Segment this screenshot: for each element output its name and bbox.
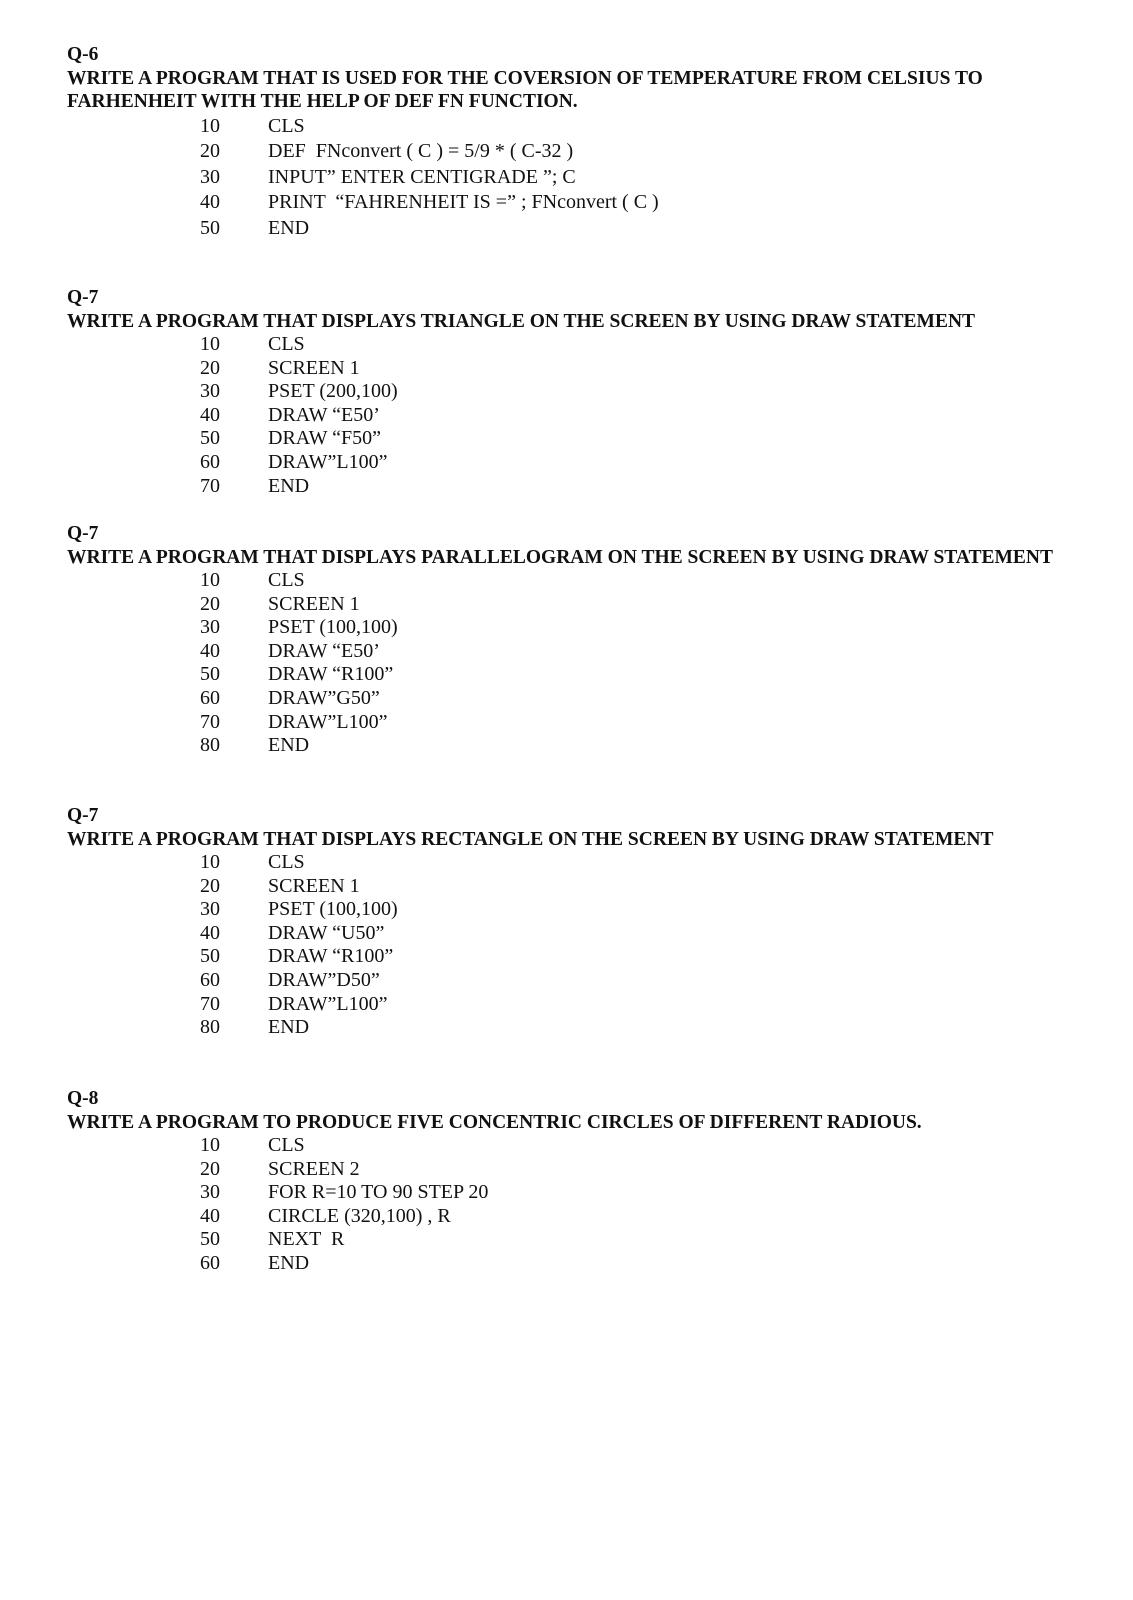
statement: PSET (100,100) — [268, 898, 398, 921]
code-line — [67, 922, 1077, 946]
statement: END — [268, 216, 310, 239]
line-number: 70 — [200, 992, 220, 1015]
statement: DRAW “U50” — [268, 921, 385, 944]
line-number: 10 — [200, 1134, 220, 1156]
line-number: 20 — [200, 874, 220, 897]
line-number: 40 — [200, 191, 220, 214]
code-line — [67, 1228, 1077, 1252]
statement: PSET (200,100) — [268, 380, 398, 403]
code-line — [67, 734, 1077, 758]
line-number: 10 — [200, 114, 220, 137]
line-number: 30 — [200, 616, 220, 639]
question-number: Q-7 — [67, 805, 99, 826]
statement: NEXT R — [268, 1228, 345, 1251]
statement: DRAW”G50” — [268, 686, 380, 709]
statement: DRAW”D50” — [268, 968, 380, 991]
code-line — [67, 114, 1077, 140]
statement: PRINT “FAHRENHEIT IS =” ; FNconvert ( C ) — [268, 191, 659, 214]
statement: CLS — [268, 114, 305, 137]
code-line — [67, 333, 1077, 357]
line-number: 50 — [200, 427, 220, 450]
line-number: 20 — [200, 592, 220, 615]
line-number: 30 — [200, 898, 220, 921]
statement: PSET (100,100) — [268, 616, 398, 639]
code-line — [67, 640, 1077, 664]
code-line — [67, 357, 1077, 381]
code-line — [67, 190, 1077, 216]
statement: DRAW”L100” — [268, 710, 388, 733]
statement: DRAW”L100” — [268, 450, 388, 473]
question-section — [67, 804, 1077, 1040]
code-line — [67, 687, 1077, 711]
code-line — [67, 663, 1077, 687]
question-section — [67, 522, 1077, 758]
code-line — [67, 451, 1077, 475]
line-number: 60 — [200, 1251, 220, 1274]
program-listing — [67, 851, 1077, 1040]
code-line — [67, 1181, 1077, 1205]
line-number: 60 — [200, 450, 220, 473]
statement: END — [268, 1251, 310, 1274]
question-number: Q-7 — [67, 523, 99, 544]
code-line — [67, 427, 1077, 451]
code-line — [67, 711, 1077, 735]
line-number: 80 — [200, 734, 220, 757]
line-number: 50 — [200, 216, 220, 239]
statement: DRAW “R100” — [268, 663, 394, 686]
code-line — [67, 1252, 1077, 1276]
line-number: 20 — [200, 1157, 220, 1180]
line-number: 50 — [200, 945, 220, 968]
line-number: 60 — [200, 686, 220, 709]
statement: DRAW “E50’ — [268, 639, 380, 662]
statement: END — [268, 1016, 310, 1039]
question-title: WRITE A PROGRAM TO PRODUCE FIVE CONCENTRIC CIRCLES OF DIFFERENT RADIOUS. — [67, 1111, 922, 1133]
statement: CLS — [268, 1134, 305, 1156]
question-section — [67, 43, 1077, 241]
line-number: 50 — [200, 663, 220, 686]
line-number: 40 — [200, 1204, 220, 1227]
line-number: 70 — [200, 710, 220, 733]
code-line — [67, 475, 1077, 499]
line-number: 40 — [200, 639, 220, 662]
question-title: WRITE A PROGRAM THAT IS USED FOR THE COVERSION OF TEMPERATURE FROM CELSIUS TO FARHENHEIT WITH THE HELP OF DEF FN FUNCTION. — [67, 67, 983, 112]
code-line — [67, 969, 1077, 993]
code-line — [67, 593, 1077, 617]
code-line — [67, 851, 1077, 875]
line-number: 20 — [200, 356, 220, 379]
statement: DRAW “E50’ — [268, 403, 380, 426]
program-listing — [67, 333, 1077, 498]
line-number: 10 — [200, 333, 220, 355]
statement: DRAW “R100” — [268, 945, 394, 968]
code-line — [67, 380, 1077, 404]
code-line — [67, 898, 1077, 922]
line-number: 80 — [200, 1016, 220, 1039]
statement: END — [268, 734, 310, 757]
statement: SCREEN 1 — [268, 356, 360, 379]
code-line — [67, 1205, 1077, 1229]
line-number: 60 — [200, 968, 220, 991]
code-line — [67, 139, 1077, 165]
question-section — [67, 286, 1077, 498]
line-number: 30 — [200, 1181, 220, 1204]
statement: END — [268, 474, 310, 497]
line-number: 40 — [200, 921, 220, 944]
question-number: Q-8 — [67, 1088, 99, 1109]
statement: SCREEN 2 — [268, 1157, 360, 1180]
line-number: 10 — [200, 569, 220, 591]
line-number: 70 — [200, 474, 220, 497]
code-line — [67, 945, 1077, 969]
statement: CIRCLE (320,100) , R — [268, 1204, 451, 1227]
program-listing — [67, 1134, 1077, 1276]
line-number: 30 — [200, 165, 220, 188]
statement: CLS — [268, 569, 305, 591]
line-number: 50 — [200, 1228, 220, 1251]
statement: CLS — [268, 333, 305, 355]
code-line — [67, 1016, 1077, 1040]
code-line — [67, 216, 1077, 242]
code-line — [67, 1134, 1077, 1158]
question-section — [67, 1087, 1077, 1276]
question-title: WRITE A PROGRAM THAT DISPLAYS TRIANGLE ON THE SCREEN BY USING DRAW STATEMENT — [67, 310, 976, 332]
question-title: WRITE A PROGRAM THAT DISPLAYS PARALLELOGRAM ON THE SCREEN BY USING DRAW STATEMENT — [67, 546, 1054, 568]
statement: INPUT” ENTER CENTIGRADE ”; C — [268, 165, 576, 188]
line-number: 10 — [200, 851, 220, 873]
program-listing — [67, 114, 1077, 242]
statement: DEF FNconvert ( C ) = 5/9 * ( C-32 ) — [268, 140, 574, 163]
statement: SCREEN 1 — [268, 592, 360, 615]
line-number: 30 — [200, 380, 220, 403]
statement: DRAW “F50” — [268, 427, 382, 450]
statement: SCREEN 1 — [268, 874, 360, 897]
code-line — [67, 165, 1077, 191]
question-number: Q-6 — [67, 44, 99, 65]
code-line — [67, 404, 1077, 428]
code-line — [67, 1158, 1077, 1182]
program-listing — [67, 569, 1077, 758]
line-number: 20 — [200, 140, 220, 163]
statement: FOR R=10 TO 90 STEP 20 — [268, 1181, 489, 1204]
code-line — [67, 569, 1077, 593]
question-title: WRITE A PROGRAM THAT DISPLAYS RECTANGLE ON THE SCREEN BY USING DRAW STATEMENT — [67, 828, 994, 850]
code-line — [67, 616, 1077, 640]
statement: CLS — [268, 851, 305, 873]
question-number: Q-7 — [67, 287, 99, 308]
statement: DRAW”L100” — [268, 992, 388, 1015]
code-line — [67, 993, 1077, 1017]
code-line — [67, 875, 1077, 899]
line-number: 40 — [200, 403, 220, 426]
